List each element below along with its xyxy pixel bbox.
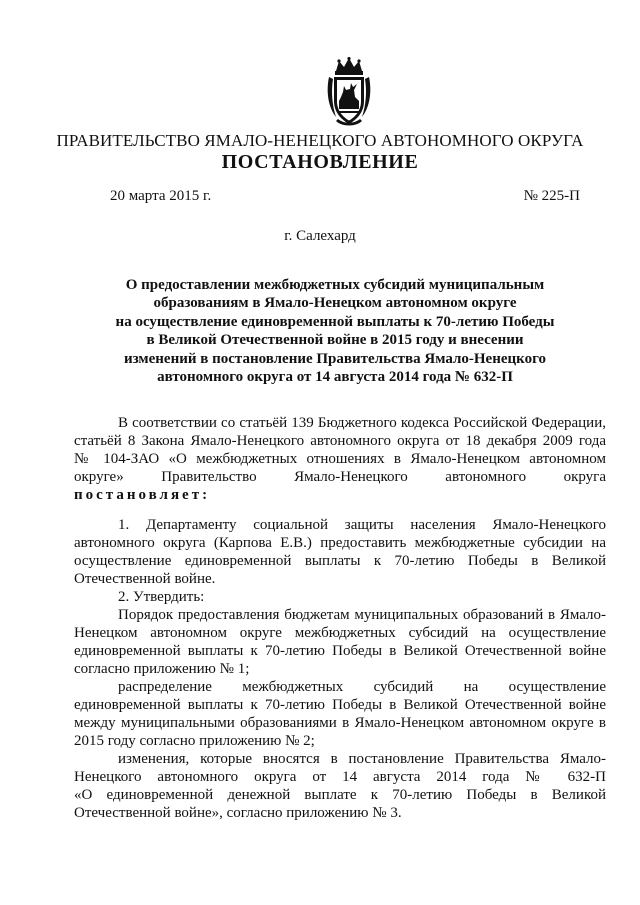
document-title [100,276,570,386]
item-2-heading [74,588,606,606]
body-line: «О единовременной денежной выплате к 70-летию Победы в Великой [74,787,606,803]
body-line: Порядок предоставления бюджетам муниципальных образований в Ямало- [118,607,606,623]
title-line: О предоставлении межбюджетных субсидий муниципальным [125,277,545,293]
body-line: В соответствии со статьёй 139 Бюджетного кодекса Российской Федерации, [118,415,606,431]
body-line: Отечественной войне», согласно приложению № 3. [74,805,402,821]
body-line: № 104-ЗАО «О межбюджетных отношениях в Ямало-Ненецком автономном [74,451,606,467]
body-line: 2015 году согласно приложению № 2; [74,733,315,749]
body-line: Ненецком автономном округе межбюджетных субсидий на осуществление [74,625,606,641]
body-line: округе» Правительство Ямало-Ненецкого автономного округа [74,469,606,485]
document-type: ПОСТАНОВЛЕНИЕ [221,151,419,173]
organization-name: ПРАВИТЕЛЬСТВО ЯМАЛО-НЕНЕЦКОГО АВТОНОМНОГО ОКРУГА [56,131,584,150]
body-line: 2. Утвердить: [118,589,205,605]
body-line: между муниципальными образованиями в Ямало-Ненецком автономном округе в [74,715,606,731]
document-date: 20 марта 2015 г. [110,188,212,204]
document-body [74,414,606,822]
document-city: г. Салехард [284,228,356,244]
preamble-paragraph [74,414,606,504]
title-line: в Великой Отечественной войне в 2015 году и внесении [146,332,524,349]
body-line: Отечественной войне. [74,571,216,587]
document-number: № 225-П [523,188,580,204]
body-line: изменения, которые вносятся в постановление Правительства Ямало- [118,751,606,767]
title-line: изменений в постановление Правительства Ямало-Ненецкого [123,350,547,367]
title-line: на осуществление единовременной выплаты к 70-летию Победы [115,313,555,330]
item-2-sub-1 [74,606,606,678]
body-line: единовременной выплаты к 70-летию Победы в Великой Отечественной войне [74,643,606,659]
coat-of-arms-icon [326,57,372,127]
body-line: согласно приложению № 1; [74,661,250,677]
title-line: образованиям в Ямало-Ненецком автономном округе [153,295,517,312]
decree-word: постановляет: [74,487,211,503]
item-1-paragraph [74,516,606,588]
body-line: 1. Департаменту социальной защиты населения Ямало-Ненецкого [118,517,606,533]
body-line: Ненецкого автономного округа от 14 августа 2014 года № 632-П [74,769,606,785]
body-line: распределение межбюджетных субсидий на осуществление [118,679,606,695]
body-line: единовременной выплаты к 70-летию Победы в Великой Отечественной войне [74,697,606,713]
title-line: автономного округа от 14 августа 2014 года № 632-П [157,369,513,386]
item-2-sub-3 [74,750,606,822]
body-line: статьёй 8 Закона Ямало-Ненецкого автономного округа от 18 декабря 2009 года [74,433,606,449]
item-2-sub-2 [74,678,606,750]
body-line: автономного округа (Карпова Е.В.) предоставить межбюджетные субсидии на [74,535,606,551]
body-line: осуществление единовременной выплаты к 70-летию Победы в Великой [74,553,606,569]
